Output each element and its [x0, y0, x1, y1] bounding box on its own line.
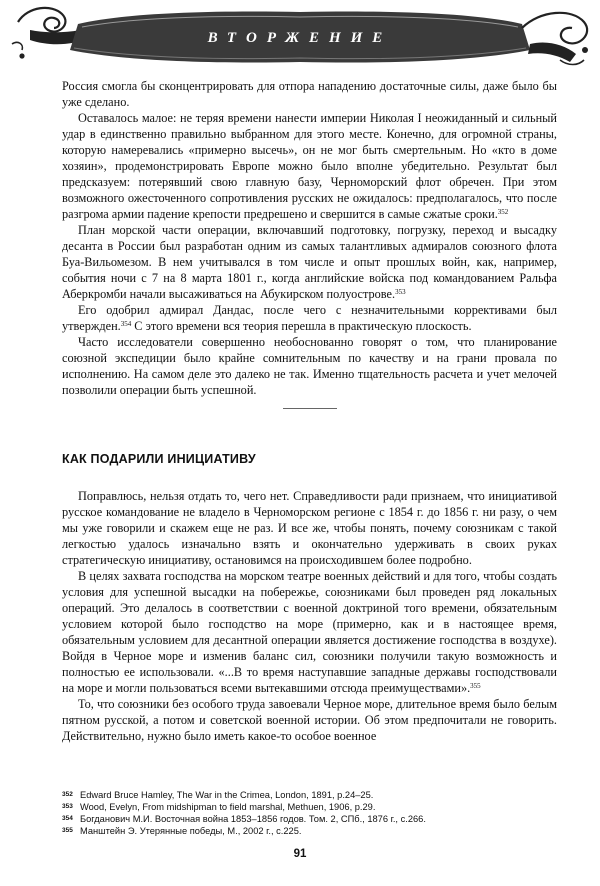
paragraph: То, что союзники без особого труда завоевали Черное море, длительное время было белым пятном русской, а потом и советской военной истории. Об этом предпочитали не говорить. Действительно, нужно было иметь какое-то особое военное	[62, 697, 557, 743]
footnote-ref: 353	[395, 288, 406, 296]
paragraph: Поправлюсь, нельзя отдать то, чего нет. Справедливости ради признаем, что инициативой русское командование не владело в Черноморском регионе с 1854 г. до 1856 г. ни разу, о чем мы уже говорили и скажем еще не раз. И все же, чтобы понять, почему союзникам с такой легкостью удалось изначально взять и окончательно удерживать в своих руках стратегическую инициативу, остановимся на происходившем более подробно.	[62, 489, 557, 567]
footnotes	[62, 789, 557, 837]
section-heading: КАК ПОДАРИЛИ ИНИЦИАТИВУ	[62, 452, 256, 466]
paragraph: Оставалось малое: не теряя времени нанести империи Николая I неожиданный и сильный удар в единственно правильно выбранном для этого месте. Конечно, для огромной страны, которую намеревались «примерно высечь», он не мог быть смертельным. Но «кто в доме хозяин», продемонстрировать Европе можно было вполне убедительно. Результат был предсказуем: потерявший свою главную базу, Черноморский флот обречен. При этом возможного ожесточенного сопротивления русских не ожидалось: предполагалось, что после разгрома армии падение крепости предрешено и свершится в самые сжатые сроки.$^{352}$	[62, 111, 557, 221]
footnote-ref: 355	[470, 682, 481, 690]
page-number: 91	[293, 848, 307, 860]
footnote: 354 Богданович М.И. Восточная война 1853–1856 годов. Том. 2, СПб., 1876 г., с.266.	[62, 814, 426, 824]
paragraph: План морской части операции, включавший подготовку, погрузку, переход и высадку десанта в России был разработан одним из самых талантливых адмиралов союзного флота Буа-Вильомезом. В нем учитывался в том числе и опыт прошлых войн, как, например, события ночи с 7 на 8 марта 1801 г., когда английские войска под командованием Ральфа Аберкромби начали высаживаться на Абукирском полуострове.$^{353}$	[62, 223, 557, 301]
paragraph: Россия смогла бы сконцентрировать для отпора нападению достаточные силы, даже было бы уже сделано.	[62, 79, 557, 109]
footnote: 353 Wood, Evelyn, From midshipman to field marshal, Methuen, 1906, p.29.	[62, 802, 376, 812]
footnote: 355 Манштейн Э. Утерянные победы, М., 2002 г., с.225.	[62, 826, 302, 836]
page-body	[62, 78, 557, 744]
footnote-ref: 352	[497, 208, 509, 216]
paragraph: Часто исследователи совершенно необоснованно говорят о том, что планирование союзной экспедиции было крайне сомнительным по качеству и на грани провала по исполнению. На самом деле это далеко не так. Именно тщательность расчета и учет мелочей позволили операции быть успешной.	[62, 335, 557, 397]
footnote: 352 Edward Bruce Hamley, The War in the Crimea, London, 1891, p.24–25.	[62, 790, 374, 800]
section-divider	[283, 408, 337, 409]
paragraph: Его одобрил адмирал Дандас, после чего с незначительными коррективами был утвержден.$^{354}$ С этого времени вся теория перешла в практическую плоскость.	[62, 303, 557, 333]
chapter-header-banner	[0, 0, 600, 78]
paragraph: В целях захвата господства на морском театре военных действий и для того, чтобы создать условия для успешной высадки на побережье, союзниками был проведен ряд локальных операций. Это делалось в соответствии с военной доктриной того времени, обязательным условием которой было господство на море (примерно, как и в настоящее время, обязательным условием для десантной операции является достижение господства в воздухе). Войдя в Черное море и изменив баланс сил, союзники получили такую возможность и полностью ее использовали. «...В то время наступавшие западные державы господствовали на море и могли пользоваться всеми вытекавшими отсюда преимуществами».$^{355}$	[62, 569, 557, 695]
chapter-title: ВТОРЖЕНИЕ	[207, 30, 393, 46]
footnote-ref: 354	[120, 320, 132, 328]
